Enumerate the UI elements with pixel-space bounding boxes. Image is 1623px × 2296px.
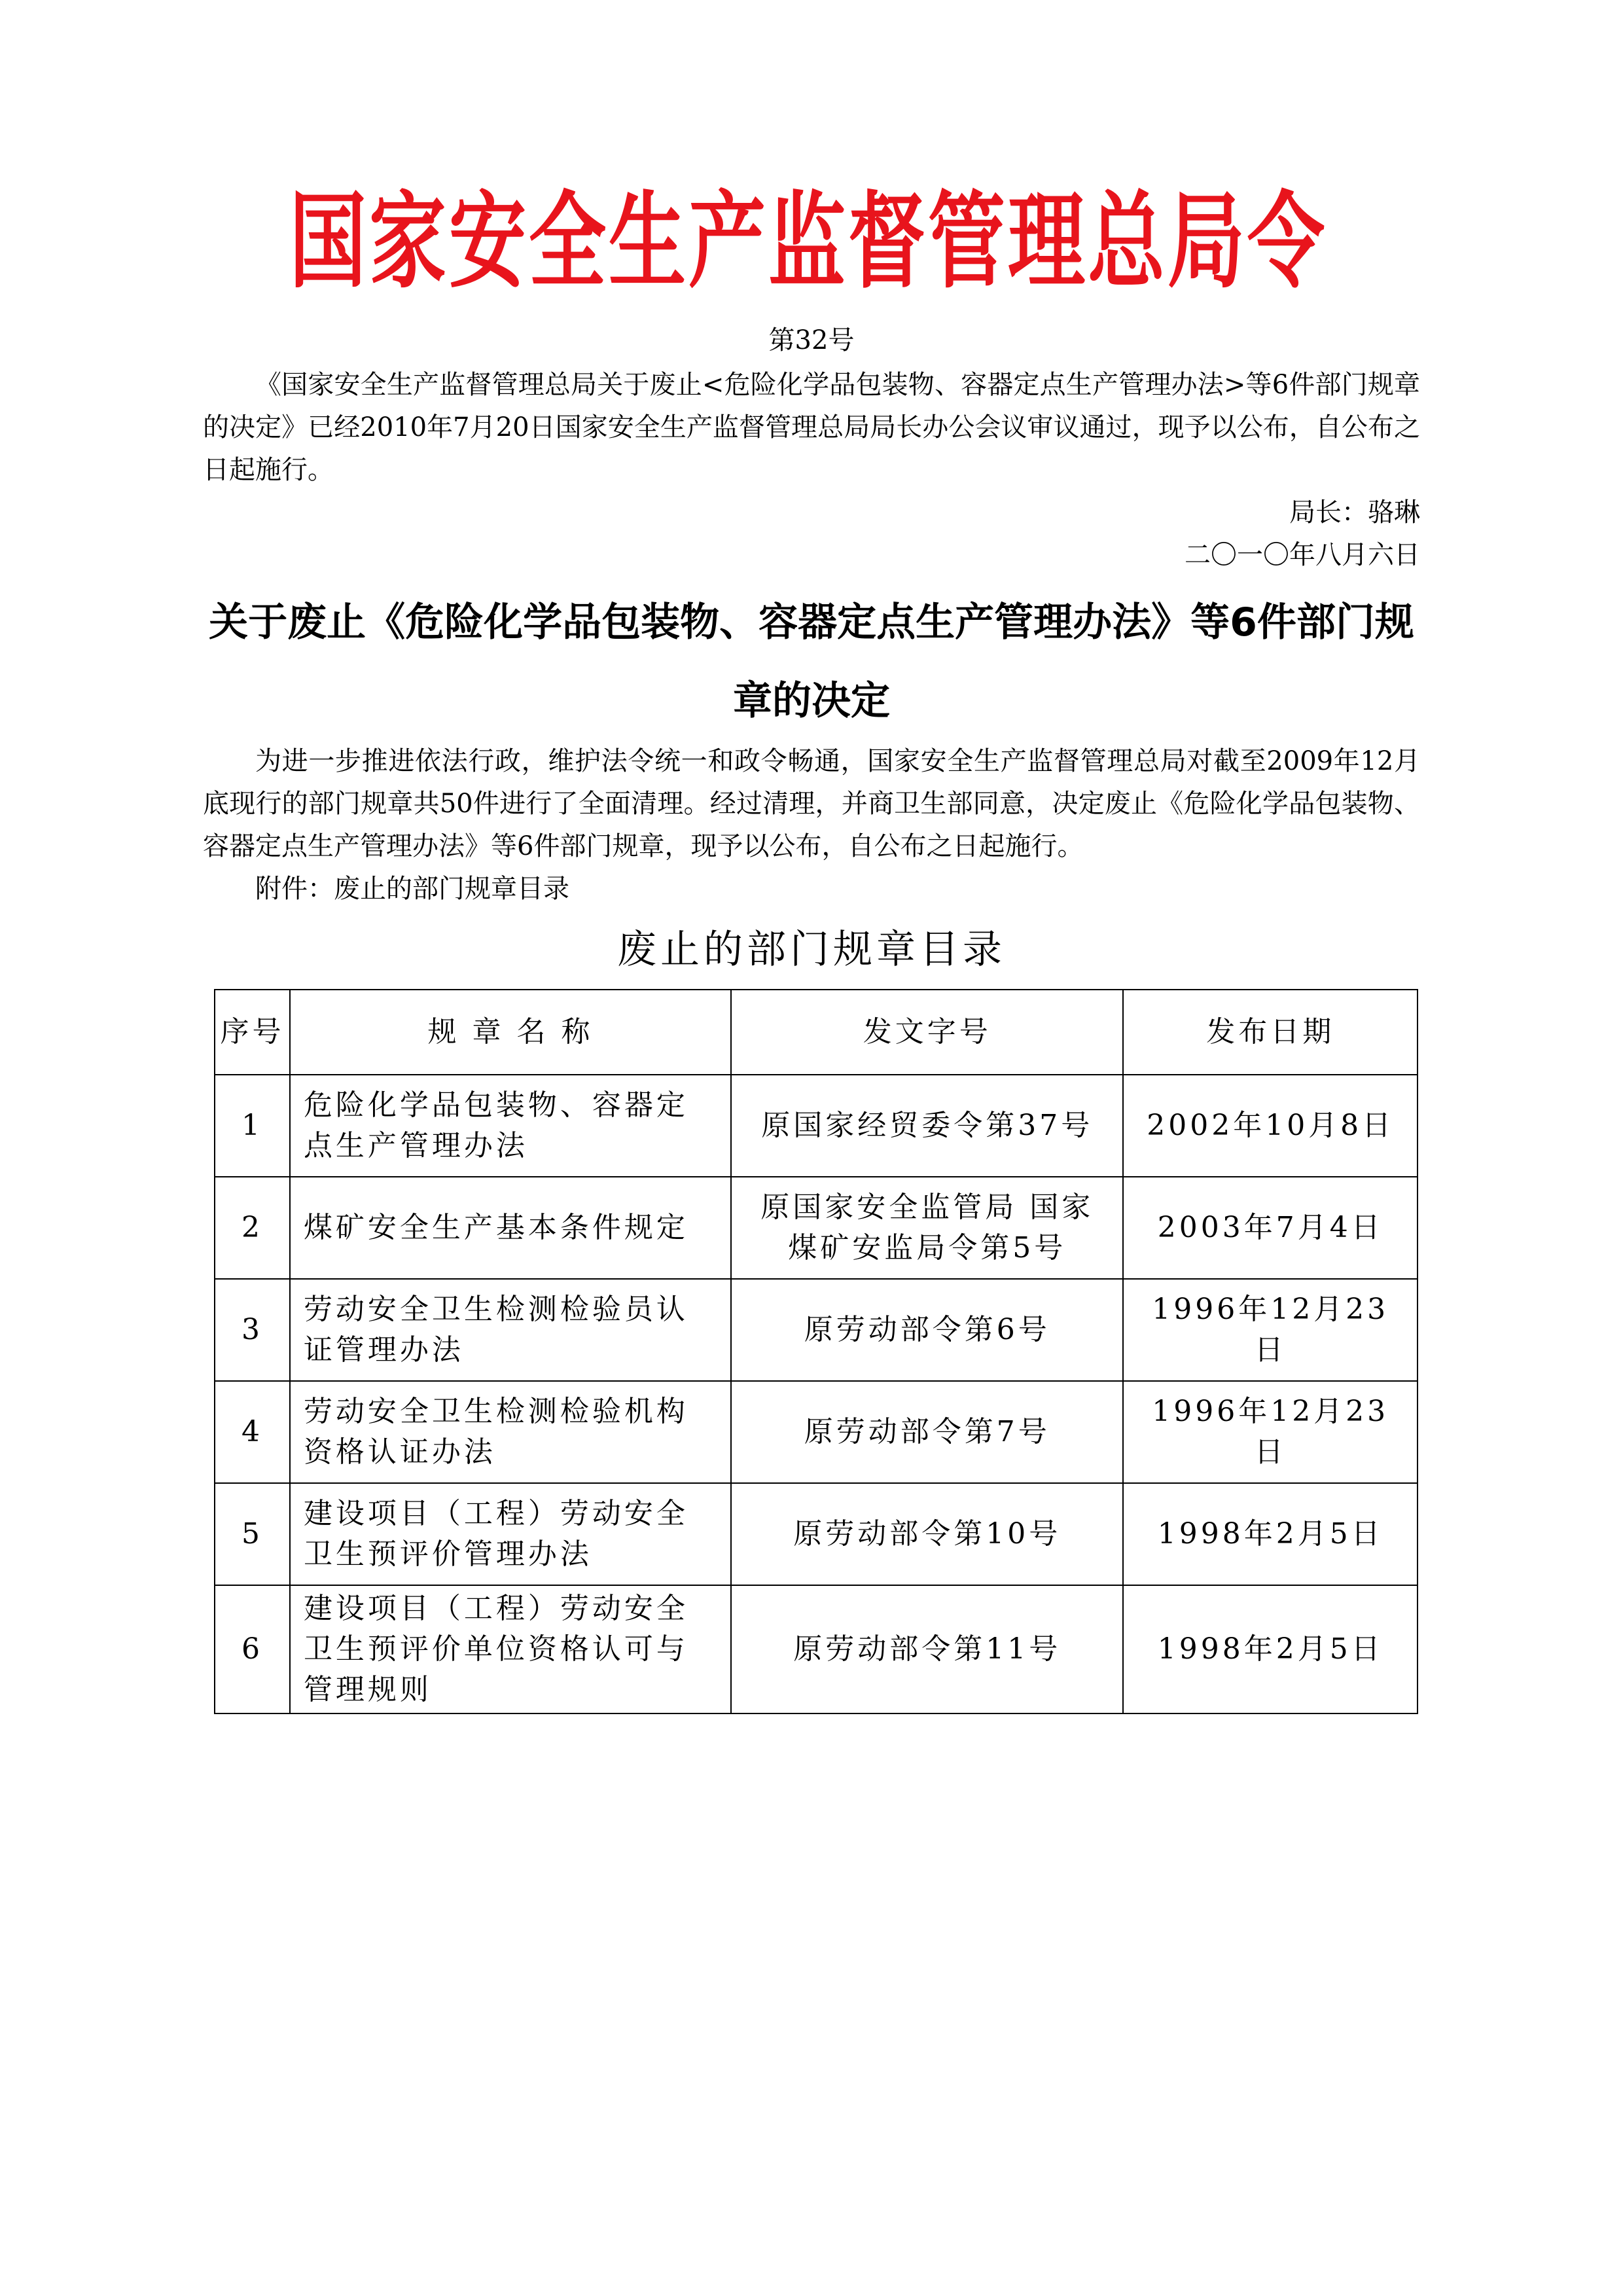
header-seq: 序号 xyxy=(215,990,290,1075)
document-body xyxy=(203,364,1420,1714)
header-doc-no: 发文字号 xyxy=(731,990,1123,1075)
row-date: 2002年10月8日 xyxy=(1123,1075,1418,1177)
preamble-paragraph: 《国家安全生产监督管理总局关于废止<危险化学品包装物、容器定点生产管理办法>等6件部门规章的决定》已经2010年7月20日国家安全生产监督管理总局局长办公会议审议通过，现予以公布，自公布之日起施行。 xyxy=(203,370,1420,485)
table-row xyxy=(215,1585,1418,1713)
row-name: 建设项目（工程）劳动安全卫生预评价管理办法 xyxy=(290,1483,731,1585)
row-doc-no: 原国家经贸委令第37号 xyxy=(731,1075,1123,1177)
regulations-table xyxy=(214,989,1418,1714)
decision-body: 为进一步推进依法行政，维护法令统一和政令畅通，国家安全生产监督管理总局对截至2009年12月底现行的部门规章共50件进行了全面清理。经过清理，并商卫生部同意，决定废止《危险化学品包装物、容器定点生产管理办法》等6件部门规章，现予以公布，自公布之日起施行。 xyxy=(203,746,1420,861)
row-name: 劳动安全卫生检测检验员认证管理办法 xyxy=(290,1279,731,1381)
row-seq: 3 xyxy=(215,1279,290,1381)
row-doc-no: 原劳动部令第11号 xyxy=(731,1585,1123,1713)
row-doc-no: 原劳动部令第10号 xyxy=(731,1483,1123,1585)
row-doc-no: 原劳动部令第6号 xyxy=(731,1279,1123,1381)
row-doc-no: 原国家安全监管局 国家煤矿安监局令第5号 xyxy=(731,1177,1123,1279)
decision-heading: 关于废止《危险化学品包装物、容器定点生产管理办法》等6件部门规章的决定 xyxy=(209,600,1414,724)
row-seq: 1 xyxy=(215,1075,290,1177)
table-row xyxy=(215,1381,1418,1483)
signature: 局长：骆琳 xyxy=(1289,497,1420,528)
row-date: 1996年12月23日 xyxy=(1123,1381,1418,1483)
table-row xyxy=(215,1279,1418,1381)
row-name: 建设项目（工程）劳动安全卫生预评价单位资格认可与管理规则 xyxy=(290,1585,731,1713)
row-name: 危险化学品包装物、容器定点生产管理办法 xyxy=(290,1075,731,1177)
table-row xyxy=(215,1483,1418,1585)
row-date: 1998年2月5日 xyxy=(1123,1483,1418,1585)
row-seq: 4 xyxy=(215,1381,290,1483)
row-name: 煤矿安全生产基本条件规定 xyxy=(290,1177,731,1279)
row-seq: 2 xyxy=(215,1177,290,1279)
attachment-label: 附件：废止的部门规章目录 xyxy=(255,874,569,904)
header-date: 发布日期 xyxy=(1123,990,1418,1075)
sign-date: 二〇一〇年八月六日 xyxy=(1185,540,1420,570)
row-seq: 5 xyxy=(215,1483,290,1585)
table-row xyxy=(215,1177,1418,1279)
table-row xyxy=(215,1075,1418,1177)
header-name: 规 章 名 称 xyxy=(290,990,731,1075)
row-name: 劳动安全卫生检测检验机构资格认证办法 xyxy=(290,1381,731,1483)
table-title: 废止的部门规章目录 xyxy=(617,927,1006,973)
document-title: 国家安全生产监督管理总局令 xyxy=(289,180,1327,302)
table-header-row xyxy=(215,990,1418,1075)
row-date: 1996年12月23日 xyxy=(1123,1279,1418,1381)
row-doc-no: 原劳动部令第7号 xyxy=(731,1381,1123,1483)
row-date: 1998年2月5日 xyxy=(1123,1585,1418,1713)
row-date: 2003年7月4日 xyxy=(1123,1177,1418,1279)
row-seq: 6 xyxy=(215,1585,290,1713)
order-number: 第32号 xyxy=(768,325,855,355)
